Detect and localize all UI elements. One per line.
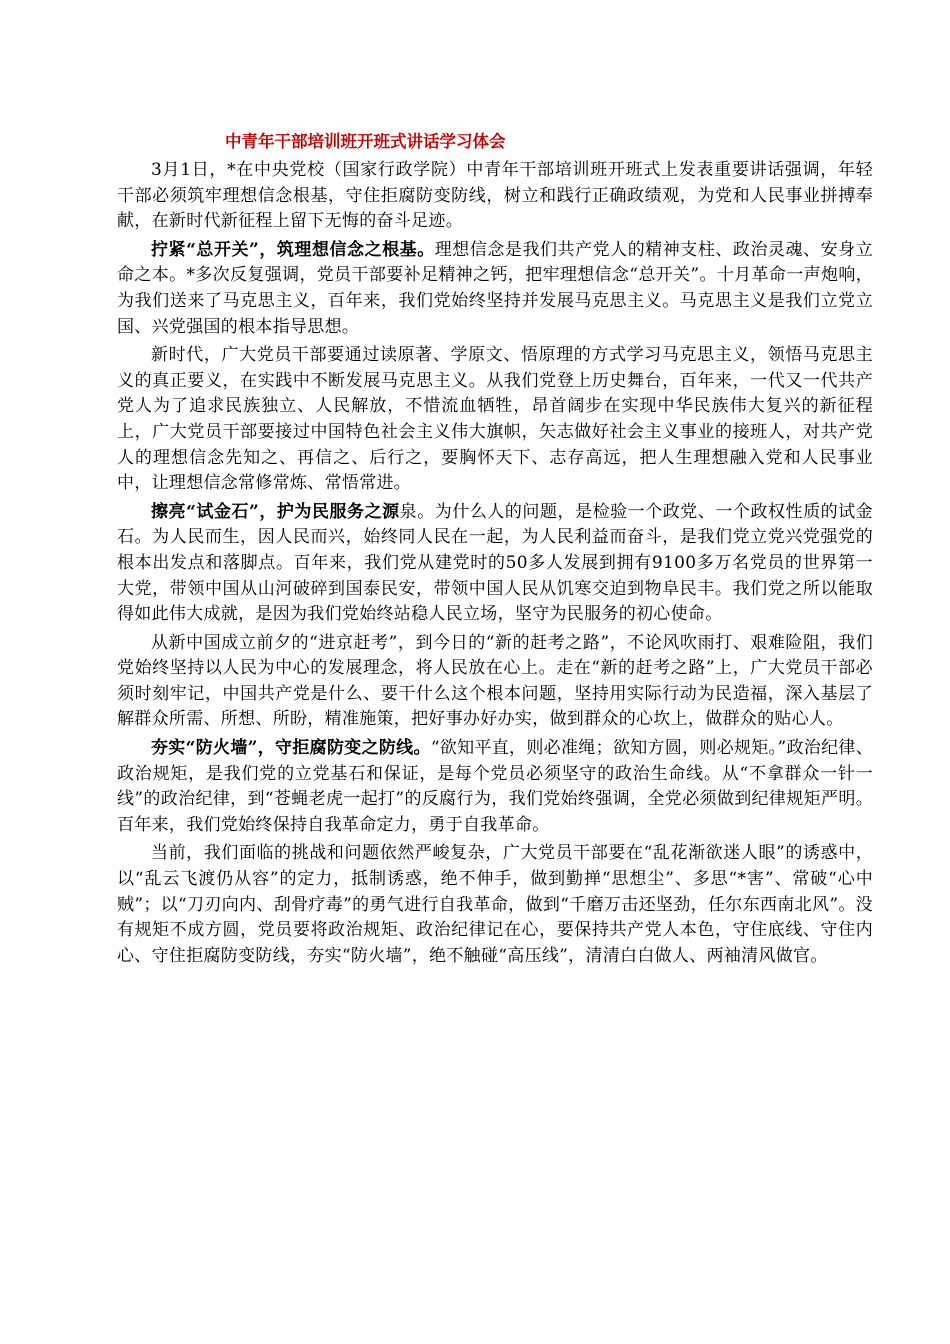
paragraph-text: 新时代，广大党员干部要通过读原著、学原文、悟原理的方式学习马克思主义，领悟马克思主义的真正要义，在实践中不断发展马克思主义。从我们党登上历史舞台，百年来，一代又一代共产党人为了追求民族独立、人民解放，不惜流血牺牲，昂首阔步在实现中华民族伟大复兴的新征程上，广大党员干部要接过中国特色社会主义伟大旗帜，矢志做好社会主义事业的接班人，对共产党人的理想信念先知之、再信之、后行之，要胸怀天下、志存高远，把人生理想融入党和人民事业中，让理想信念常修常炼、常悟常进。 (117, 345, 873, 494)
paragraph-lead: 夯实“防火墙”，守拒腐防变之防线。 (151, 738, 431, 759)
paragraph-text: 泉。为什么人的问题，是检验一个政党、一个政权性质的试金石。为人民而生，因人民而兴，始终同人民在一起，为人民利益而奋斗，是我们党立党兴党强党的根本出发点和落脚点。百年来，我们党从建党时的50多人发展到拥有9100多万名党员的世界第一大党，带领中国从山河破碎到国泰民安，带领中国人民从饥寒交迫到物阜民丰。我们党之所以能取得如此伟大成就，是因为我们党始终站稳人民立场，坚守为民服务的初心使命。 (117, 501, 873, 625)
paragraph-ideals-heading (117, 238, 873, 340)
paragraph-discipline-heading (117, 736, 873, 838)
paragraph-lead: 擦亮“试金石”，护为民服务之源 (151, 501, 400, 522)
document-page (117, 128, 873, 969)
paragraph-service-heading (117, 500, 873, 628)
paragraph-text: “欲知平直，则必准绳；欲知方圆，则必规矩。”政治纪律、政治规矩，是我们党的立党基石和保证，是每个党员必须坚守的政治生命线。从“不拿群众一针一线”的政治纪律，到“苍蝇老虎一起打”的反腐行为，我们党始终强调，全党必须做到纪律规矩严明。百年来，我们党始终保持自我革命定力，勇于自我革命。 (117, 738, 874, 835)
paragraph-ideals-body (117, 343, 873, 497)
paragraph-text: 理想信念是我们共产党人的精神支柱、政治灵魂、安身立命之本。*多次反复强调，党员干部要补足精神之钙，把牢理想信念“总开关”。十月革命一声炮响，为我们送来了马克思主义，百年来，我们党始终坚持并发展马克思主义。马克思主义是我们立党立国、兴党强国的根本指导思想。 (117, 239, 874, 337)
paragraph-text: 从新中国成立前夕的“进京赶考”，到今日的“新的赶考之路”，不论风吹雨打、艰难险阻，我们党始终坚持以人民为中心的发展理念，将人民放在心上。走在“新的赶考之路”上，广大党员干部必须时刻牢记，中国共产党是什么、要干什么这个根本问题，坚持用实际行动为民造福，深入基层了解群众所需、所想、所盼，精准施策，把好事办好办实，做到群众的心坎上，做群众的贴心人。 (117, 632, 873, 730)
paragraph-text: 当前，我们面临的挑战和问题依然严峻复杂，广大党员干部要在“乱花渐欲迷人眼”的诱惑中，以“乱云飞渡仍从容”的定力，抵制诱惑，绝不伸手，做到勤掸“思想尘”、多思“*害”、常破“心中贼”；以“刀刃向内、刮骨疗毒”的勇气进行自我革命，做到“千磨万击还坚劲，任尔东西南北风”。没有规矩不成方圆，党员要将政治规矩、政治纪律记在心，要保持共产党人本色，守住底线、守住内心、守住拒腐防变防线，夯实“防火墙”，绝不触碰“高压线”，清清白白做人、两袖清风做官。 (117, 843, 873, 966)
document-title: 中青年干部培训班开班式讲话学习体会 (225, 132, 506, 151)
paragraph-discipline-body (117, 841, 873, 969)
paragraph-service-body (117, 631, 873, 733)
paragraph-text: 3月1日，*在中央党校（国家行政学院）中青年干部培训班开班式上发表重要讲话强调，年轻干部必须筑牢理想信念根基，守住拒腐防变防线，树立和践行正确政绩观，为党和人民事业拼搏奉献，在新时代新征程上留下无悔的奋斗足迹。 (117, 160, 873, 232)
paragraph-intro (117, 158, 873, 235)
paragraph-lead: 拧紧“总开关”，筑理想信念之根基。 (151, 239, 435, 260)
